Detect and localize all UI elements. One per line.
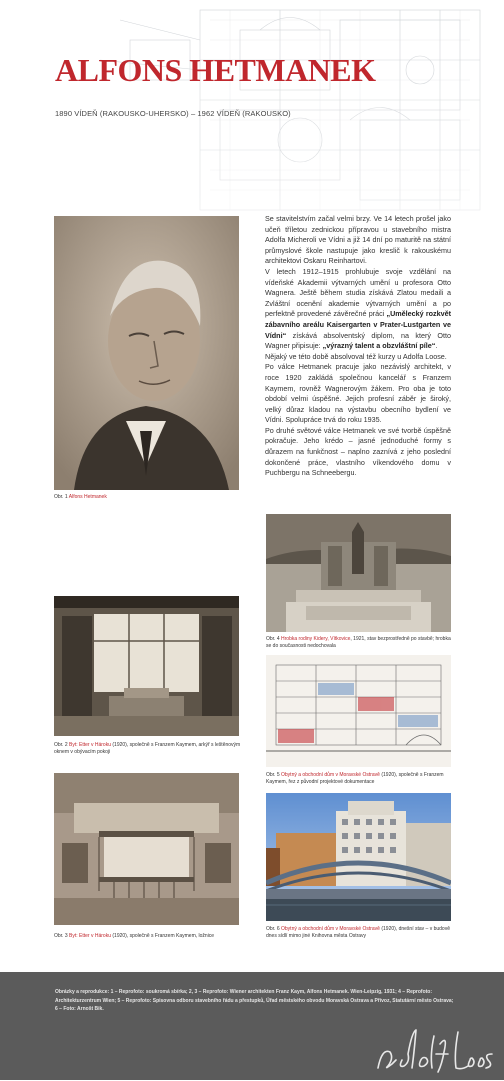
caption-5	[266, 772, 456, 785]
portrait-photo	[54, 216, 239, 490]
caption-2-text: (1920), společně s Franzem Kaymem, arkýř s leštěnovým oknem v obývacím pokoji	[54, 742, 241, 755]
diploma-title: „Umělecký rozkvět zábavního areálu Kaisergarten v Prater-Lustgarten ve Vídni“	[265, 309, 452, 340]
caption-2-number: Obr. 2	[54, 742, 68, 748]
caption-1-number: Obr. 1	[54, 494, 68, 500]
caption-6	[266, 926, 456, 939]
caption-2	[54, 742, 244, 755]
caption-4-number: Obr. 4	[266, 636, 280, 642]
caption-5-text: (1920), společně s Franzem Kaymem, řez z původní projektové dokumentace	[266, 772, 444, 785]
caption-5-number: Obr. 5	[266, 772, 280, 778]
bio-paragraph-3: Nějaký ve této době absolvoval též kurzy u Adolfa Loose.	[265, 351, 447, 361]
caption-3-number: Obr. 3	[54, 933, 68, 939]
living-room-photo	[54, 596, 239, 736]
caption-3	[54, 933, 244, 940]
building-photo	[266, 793, 451, 921]
biography-text	[265, 214, 451, 479]
caption-2-highlight: Byt: Etter v Hároku	[69, 742, 111, 748]
tomb-photo	[266, 514, 451, 632]
bio-paragraph-2: V letech 1912–1915 prohlubuje svoje vzdělání na vídeňské Akademii výtvarných umění u profesora Otto Wagnera. Ještě během studia získává Zlatou medaili a Zvláštní ocenění akademie výtvarných umění a po perfektně provedené závěrečné práci „Umělecký rozkvět zábavního areálu Kaisergarten v Prater-Lustgarten ve Vídni“ získává absolventský diplom, na který Otto Wagner připisuje: „výrazný talent a obzvláštní píle“.	[265, 266, 452, 351]
bio-paragraph-5: Po druhé světové válce Hetmanek ve své tvorbě úspěšně pokračuje. Jeho krédo – jasné jednoduché formy s důrazem na funkčnost – naplno zaznívá z jeho poslední dokončené práce, vlastního víkendového domu v Puchbergu na Schneebergu.	[265, 425, 451, 478]
wagner-quote: „výrazný talent a obzvláštní píle“	[322, 341, 436, 351]
caption-1-highlight: Alfons Hetmanek	[68, 494, 107, 500]
section-drawing	[266, 655, 451, 767]
caption-5-highlight: Obytný a obchodní dům v Moravské Ostravě	[281, 772, 380, 778]
caption-4	[266, 636, 456, 649]
caption-3-highlight: Byt: Etter v Hároku	[69, 933, 111, 939]
caption-4-text: , 1921, stav bezprostředně po stavbě; hrobka se do současnosti nedochovala	[266, 636, 451, 649]
life-dates: 1890 VÍDEŇ (RAKOUSKO-UHERSKO) – 1962 VÍDEŇ (RAKOUSKO)	[55, 109, 291, 118]
caption-4-highlight: Hrobka rodiny Kidery, Vítkovice	[281, 636, 351, 642]
page-title: ALFONS HETMANEK	[55, 52, 376, 88]
bedroom-photo	[54, 773, 239, 925]
caption-1	[54, 494, 239, 501]
caption-6-highlight: Obytný a obchodní dům v Moravské Ostravě	[281, 926, 380, 932]
image-credits: Obrázky a reprodukce: 1 – Reprofoto: soukromá sbírka; 2, 3 – Reprofoto: Wiener architekten Franz Kaym, Alfons Hetmanek. Wien-Leipzig, 1931; 4 – Reprofoto: Architekturzentrum Wien; 5 – Reprofoto: Spisovna odboru stavebního řádu a přestupků, Úřad městského obvodu Moravská Ostrava a Přívoz, Statutární město Ostrava; 6 – Foto: Arnošt Bik.	[55, 989, 454, 1013]
caption-3-text: (1920), společně s Franzem Kaymem, ložnice	[112, 933, 215, 939]
adolf-loos-signature	[372, 1024, 496, 1076]
bio-paragraph-4: Po válce Hetmanek pracuje jako nezávislý architekt, v roce 1920 zakládá společnou kancelář s Franzem Kaymem, rovněž Wagnerovým žákem. Pro oba je toto období velmi úspěšné. Jejich profesní záběr je široký, velký důraz kladou na výstavbu obecního bydlení ve Vídni. Spolupráce trvá do roku 1935.	[265, 362, 451, 425]
caption-6-number: Obr. 6	[266, 926, 280, 932]
bio-paragraph-1: Se stavitelstvím začal velmi brzy. Ve 14 letech prošel jako učeň tříletou zednickou přípravou u stavebního mistra Adolfa Micheroli ve Vídni a již 14 dní po maturitě na státní průmyslové škole nastupuje jako kreslič k rakouskému architektovi Oskaru Reinhartovi.	[265, 214, 451, 266]
caption-6-text: (1920), dnešní stav – v budově dnes sídlí mimo jiné Knihovna města Ostravy	[266, 926, 450, 939]
